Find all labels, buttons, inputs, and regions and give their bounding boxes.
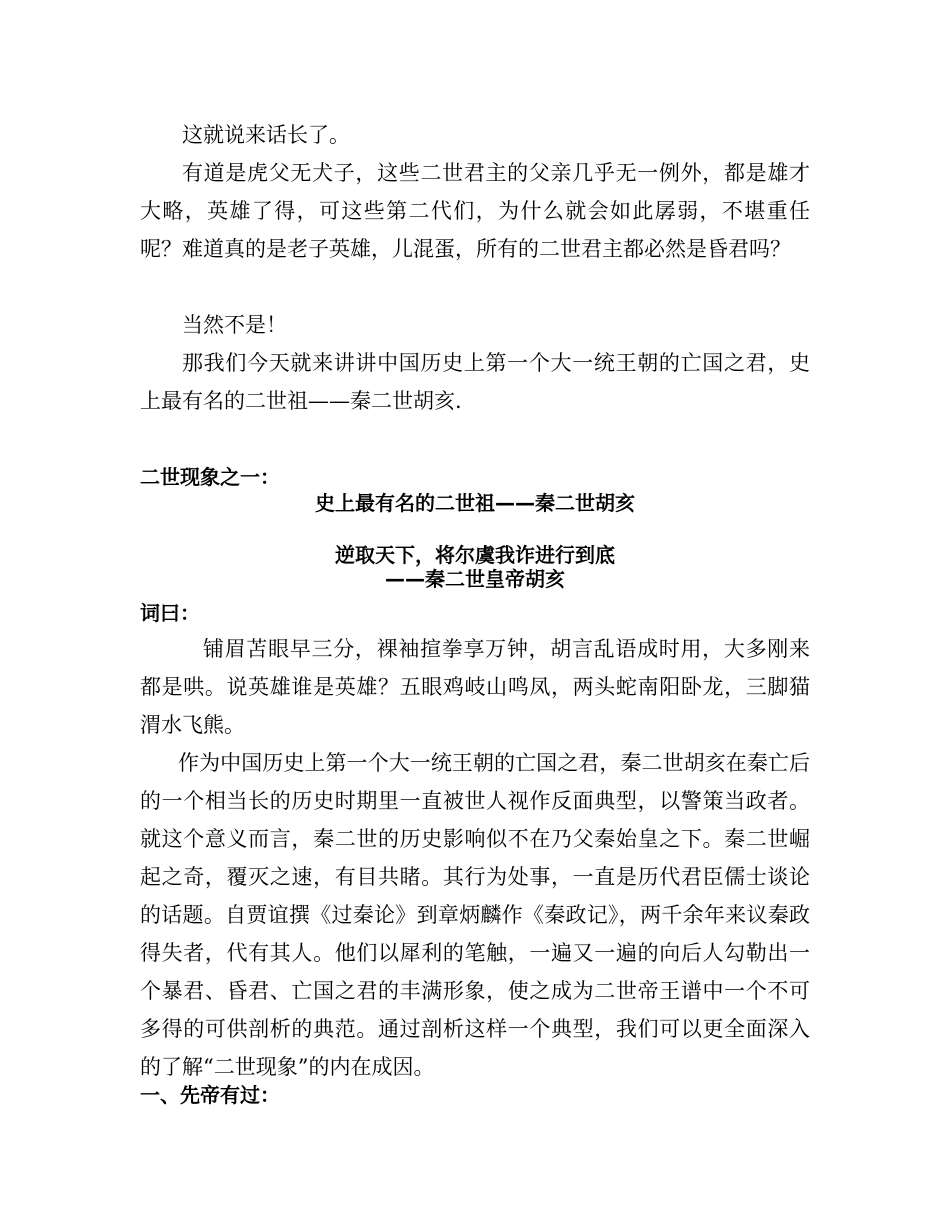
section-heading: 二世现象之一： (140, 465, 280, 489)
intro-paragraph-3: 当然不是！ (182, 313, 287, 337)
intro-paragraph-2: 有道是虎父无犬子，这些二世君主的父亲几乎无一例外，都是雄才大略，英雄了得，可这些第二代们，为什么就会如此孱弱，不堪重任呢？难道真的是老子英雄，儿混蛋，所有的二世君主都必然是昏君吗？ (140, 161, 810, 261)
ci-verse: 铺眉苫眼早三分，裸袖揎拳享万钟，胡言乱语成时用，大多刚来都是哄。说英雄谁是英雄？五眼鸡岐山鸣凤，两头蛇南阳卧龙，三脚猫渭水飞熊。 (140, 637, 810, 737)
ci-label: 词曰： (140, 601, 200, 625)
chapter-title-line-1: 逆取天下，将尔虞我诈进行到底 (335, 543, 615, 567)
section-subheading: 史上最有名的二世祖——秦二世胡亥 (315, 491, 635, 515)
intro-paragraph-1: 这就说来话长了。 (182, 123, 350, 147)
body-paragraph-1: 作为中国历史上第一个大一统王朝的亡国之君，秦二世胡亥在秦亡后的一个相当长的历史时期里一直被世人视作反面典型，以警策当政者。就这个意义而言，秦二世的历史影响似不在乃父秦始皇之下。秦二世崛起之奇，覆灭之速，有目共睹。其行为处事，一直是历代君臣儒士谈论的话题。自贾谊撰《过秦论》到章炳麟作《秦政记》，两千余年来议秦政得失者，代有其人。他们以犀利的笔触，一遍又一遍的向后人勾勒出一个暴君、昏君、亡国之君的丰满形象，使之成为二世帝王谱中一个不可多得的可供剖析的典范。通过剖析这样一个典型，我们可以更全面深入的了解“二世现象”的内在成因。 (140, 751, 810, 1079)
chapter-title-line-2: ——秦二世皇帝胡亥 (385, 567, 565, 591)
intro-paragraph-4: 那我们今天就来讲讲中国历史上第一个大一统王朝的亡国之君，史上最有名的二世祖——秦二世胡亥. (140, 351, 810, 413)
chapter-heading: 一、先帝有过： (140, 1083, 280, 1107)
